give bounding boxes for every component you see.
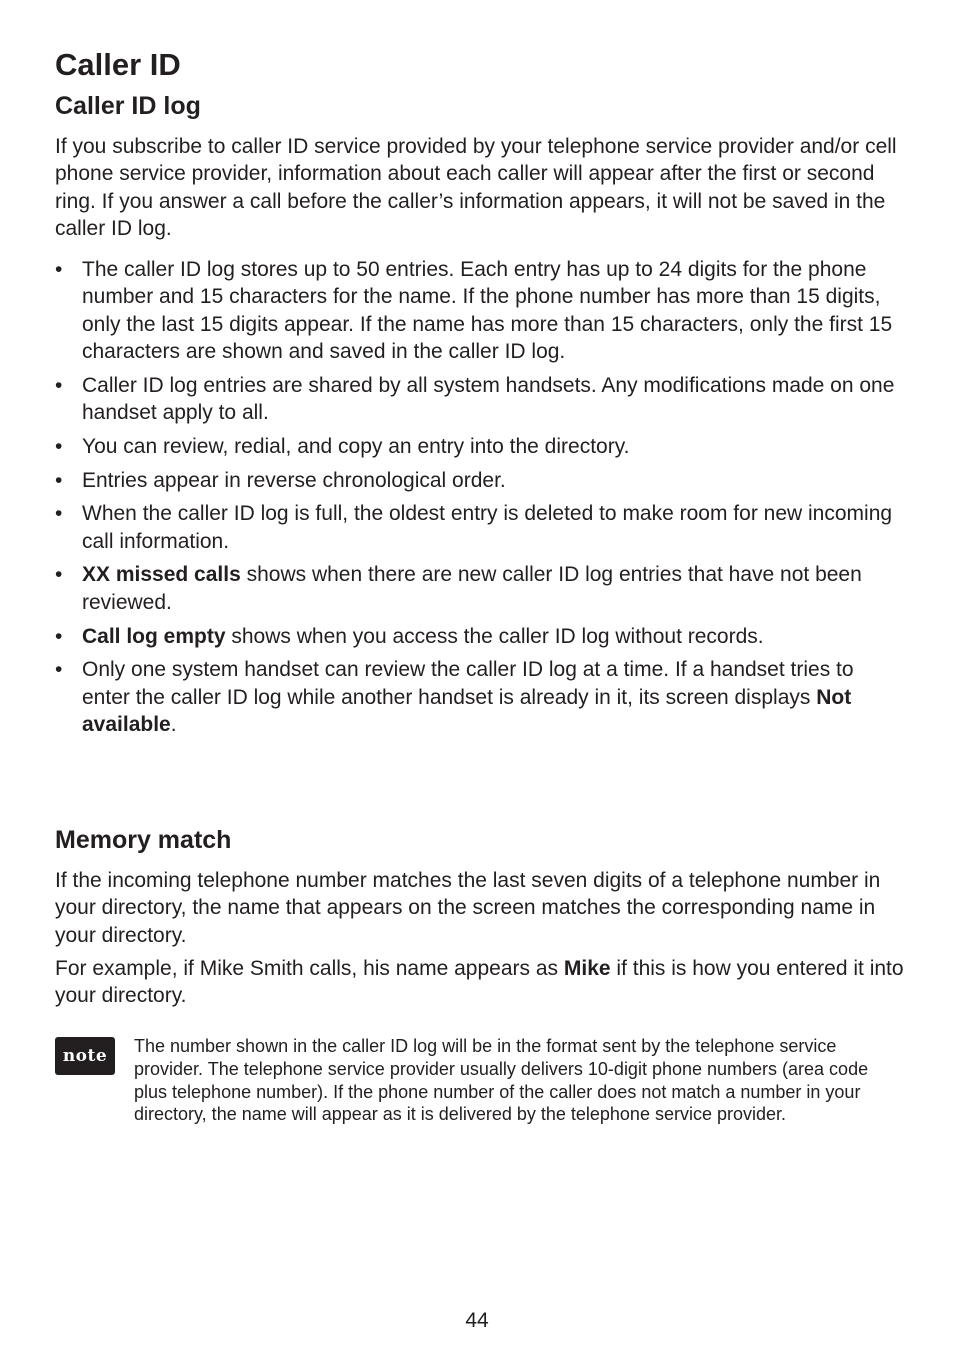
bullet-bold-term: XX missed calls: [82, 563, 241, 587]
example-text-end: if this is how you entered it into your directory.: [55, 957, 904, 1008]
bullet-bold-term: Not available: [82, 685, 852, 736]
bullet-item-capacity: [55, 256, 905, 365]
caller-id-log-bullet-list: [55, 256, 905, 745]
section-heading-caller-id-log: Caller ID log: [55, 92, 201, 120]
note-badge-icon: note: [55, 1037, 115, 1075]
bullet-text: Entries appear in reverse chronological order.: [82, 468, 506, 492]
bullet-item-review: [55, 433, 905, 460]
example-text: For example, if Mike Smith calls, his name appears as: [55, 957, 564, 980]
example-bold-name: Mike: [563, 957, 611, 980]
bullet-text: You can review, redial, and copy an entry into the directory.: [82, 434, 630, 458]
bullet-text: Only one system handset can review the caller ID log at a time. If a handset tries to enter the caller ID log while another handset is already in it, its screen displays: [82, 658, 854, 709]
bullet-item-shared: [55, 372, 905, 427]
section-heading-memory-match: Memory match: [55, 826, 232, 854]
bullet-text: shows when you access the caller ID log without records.: [225, 624, 764, 648]
bullet-text: Caller ID log entries are shared by all system handsets. Any modifications made on one handset apply to all.: [82, 373, 895, 424]
bullet-item-order: [55, 467, 905, 494]
bullet-text: shows when there are new caller ID log entries that have not been reviewed.: [82, 563, 862, 614]
memory-match-example-paragraph: [55, 955, 905, 1010]
memory-match-paragraph: If the incoming telephone number matches the last seven digits of a telephone number in your directory, the name that appears on the screen matches the corresponding name in your directory.: [55, 869, 881, 947]
bullet-item-missed-calls: [55, 561, 905, 616]
bullet-bold-term: Call log empty: [82, 624, 226, 648]
bullet-item-one-handset: [55, 656, 905, 738]
page-title: Caller ID: [55, 47, 181, 82]
bullet-text: The caller ID log stores up to 50 entries. Each entry has up to 24 digits for the phone number and 15 characters for the name. If the phone number has more than 15 digits, only the last 15 digits appear. If the name has more than 15 characters, only the first 15 characters are shown and saved in the caller ID log.: [82, 258, 893, 363]
bullet-text: When the caller ID log is full, the oldest entry is deleted to make room for new incoming call information.: [82, 502, 893, 553]
note-text: The number shown in the caller ID log will be in the format sent by the telephone service provider. The telephone service provider usually delivers 10-digit phone numbers (area code plus telephone number). If the phone number of the caller does not match a number in your directory, the name will appear as it is delivered by the telephone service provider.: [134, 1036, 869, 1125]
intro-paragraph: If you subscribe to caller ID service provided by your telephone service provider and/or cell phone service provider, information about each caller will appear after the first or second ring. If you answer a call before the caller’s information appears, it will not be saved in the caller ID log.: [55, 135, 897, 240]
bullet-item-full: [55, 500, 905, 555]
page-number: 44: [465, 1309, 489, 1332]
bullet-text-end: .: [170, 712, 177, 736]
bullet-item-log-empty: [55, 623, 905, 650]
